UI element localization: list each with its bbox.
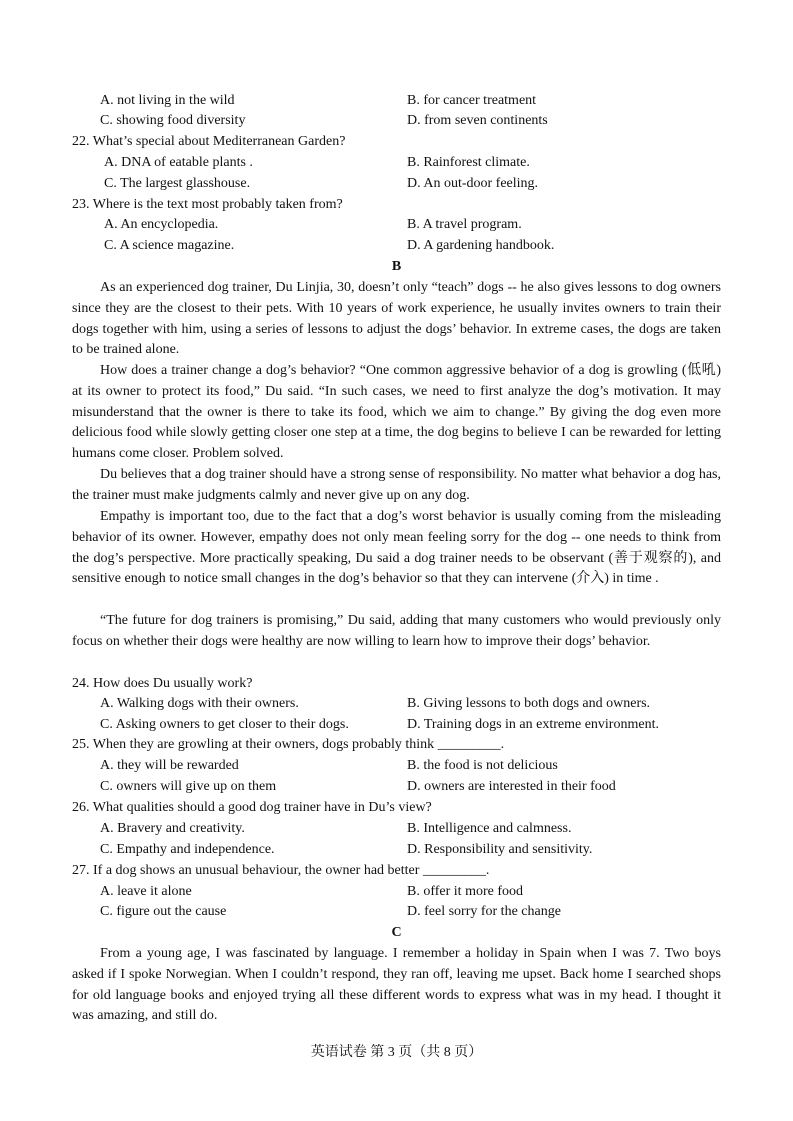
q22-option-c: C. The largest glasshouse. [104, 176, 251, 191]
q24-option-c: C. Asking owners to get closer to their dogs. [100, 717, 349, 732]
q27-option-a: A. leave it alone [100, 884, 192, 899]
q23-option-d: D. A gardening handbook. [407, 238, 555, 253]
q26-option-c: C. Empathy and independence. [100, 842, 275, 857]
q26-option-a: A. Bravery and creativity. [100, 821, 245, 836]
q25-option-b: B. the food is not delicious [407, 758, 558, 773]
q21-option-a: A. not living in the wild [100, 93, 235, 108]
q26-stem: 26. What qualities should a good dog trainer have in Du’s view? [72, 800, 432, 815]
q27-stem: 27. If a dog shows an unusual behaviour, the owner had better _________. [72, 863, 490, 878]
passage-b-paragraph-1: As an experienced dog trainer, Du Linjia, 30, doesn’t only “teach” dogs -- he also gives lessons to dog owners since they are the closest to their pets. With 10 years of work experience, he usually invites owners to train their dogs together with him, using a series of lessons to adjust the dogs’ behavior. In extreme cases, the dogs are taken to be trained alone. [72, 280, 721, 358]
q25-option-c: C. owners will give up on them [100, 779, 277, 794]
q21-option-c: C. showing food diversity [100, 113, 246, 128]
q22-option-a: A. DNA of eatable plants . [104, 155, 253, 170]
q25-option-d: D. owners are interested in their food [407, 779, 616, 794]
passage-b-paragraph-4: Empathy is important too, due to the fact that a dog’s worst behavior is usually coming from the misleading behavior of its owner. However, empathy does not only mean feeling sorry for the dog -- one needs to think from the dog’s perspective. More practically speaking, Du said a dog trainer needs to be observant (善于观察的), and sensitive enough to notice small changes in the dog’s behavior so that they can intervene (介入) in time . [72, 509, 721, 587]
q23-stem: 23. Where is the text most probably taken from? [72, 197, 343, 212]
q22-option-b: B. Rainforest climate. [407, 155, 530, 170]
passage-b-paragraph-5: “The future for dog trainers is promising,” Du said, adding that many customers who would previously only focus on whether their dogs were healthy are now willing to learn how to improve their dogs’ behavior. [72, 613, 721, 649]
q27-option-b: B. offer it more food [407, 884, 523, 899]
q24-option-d: D. Training dogs in an extreme environment. [407, 717, 659, 732]
q23-option-a: A. An encyclopedia. [104, 217, 219, 232]
q24-option-a: A. Walking dogs with their owners. [100, 696, 299, 711]
section-b-heading: B [391, 259, 402, 274]
q21-option-d: D. from seven continents [407, 113, 548, 128]
passage-b-paragraph-2: How does a trainer change a dog’s behavior? “One common aggressive behavior of a dog is growling (低吼) at its owner to protect its food,” Du said. “In such cases, we need to first analyze the dog’s motivation. It may misunderstand that the owner is there to take its food, which we aim to change.” By giving the dog even more delicious food while slowly getting closer one step at a time, the dog begins to believe I can be rewarded for letting humans come closer. Problem solved. [72, 363, 721, 462]
section-c-heading: C [391, 925, 402, 940]
passage-b-paragraph-3: Du believes that a dog trainer should have a strong sense of responsibility. No matter what behavior a dog has, the trainer must make judgments calmly and never give up on any dog. [72, 467, 721, 503]
q23-option-c: C. A science magazine. [104, 238, 235, 253]
q26-option-d: D. Responsibility and sensitivity. [407, 842, 593, 857]
q24-stem: 24. How does Du usually work? [72, 676, 253, 691]
q23-option-b: B. A travel program. [407, 217, 522, 232]
q26-option-b: B. Intelligence and calmness. [407, 821, 572, 836]
page-footer: 英语试卷 第 3 页（共 8 页） [310, 1045, 483, 1060]
q25-option-a: A. they will be rewarded [100, 758, 239, 773]
passage-c-paragraph-1: From a young age, I was fascinated by language. I remember a holiday in Spain when I was 7. Two boys asked if I spoke Norwegian. When I couldn’t respond, they ran off, leaving me upset. Back home I searched shops for old language books and enjoyed trying all these different words to express what was in my head. I thought it was amazing, and still do. [72, 946, 721, 1024]
q21-option-b: B. for cancer treatment [407, 93, 537, 108]
q25-stem: 25. When they are growling at their owners, dogs probably think _________. [72, 737, 505, 752]
q27-option-d: D. feel sorry for the change [407, 904, 561, 919]
q22-option-d: D. An out-door feeling. [407, 176, 539, 191]
q24-option-b: B. Giving lessons to both dogs and owners. [407, 696, 651, 711]
q27-option-c: C. figure out the cause [100, 904, 227, 919]
q22-stem: 22. What’s special about Mediterranean Garden? [72, 134, 346, 149]
